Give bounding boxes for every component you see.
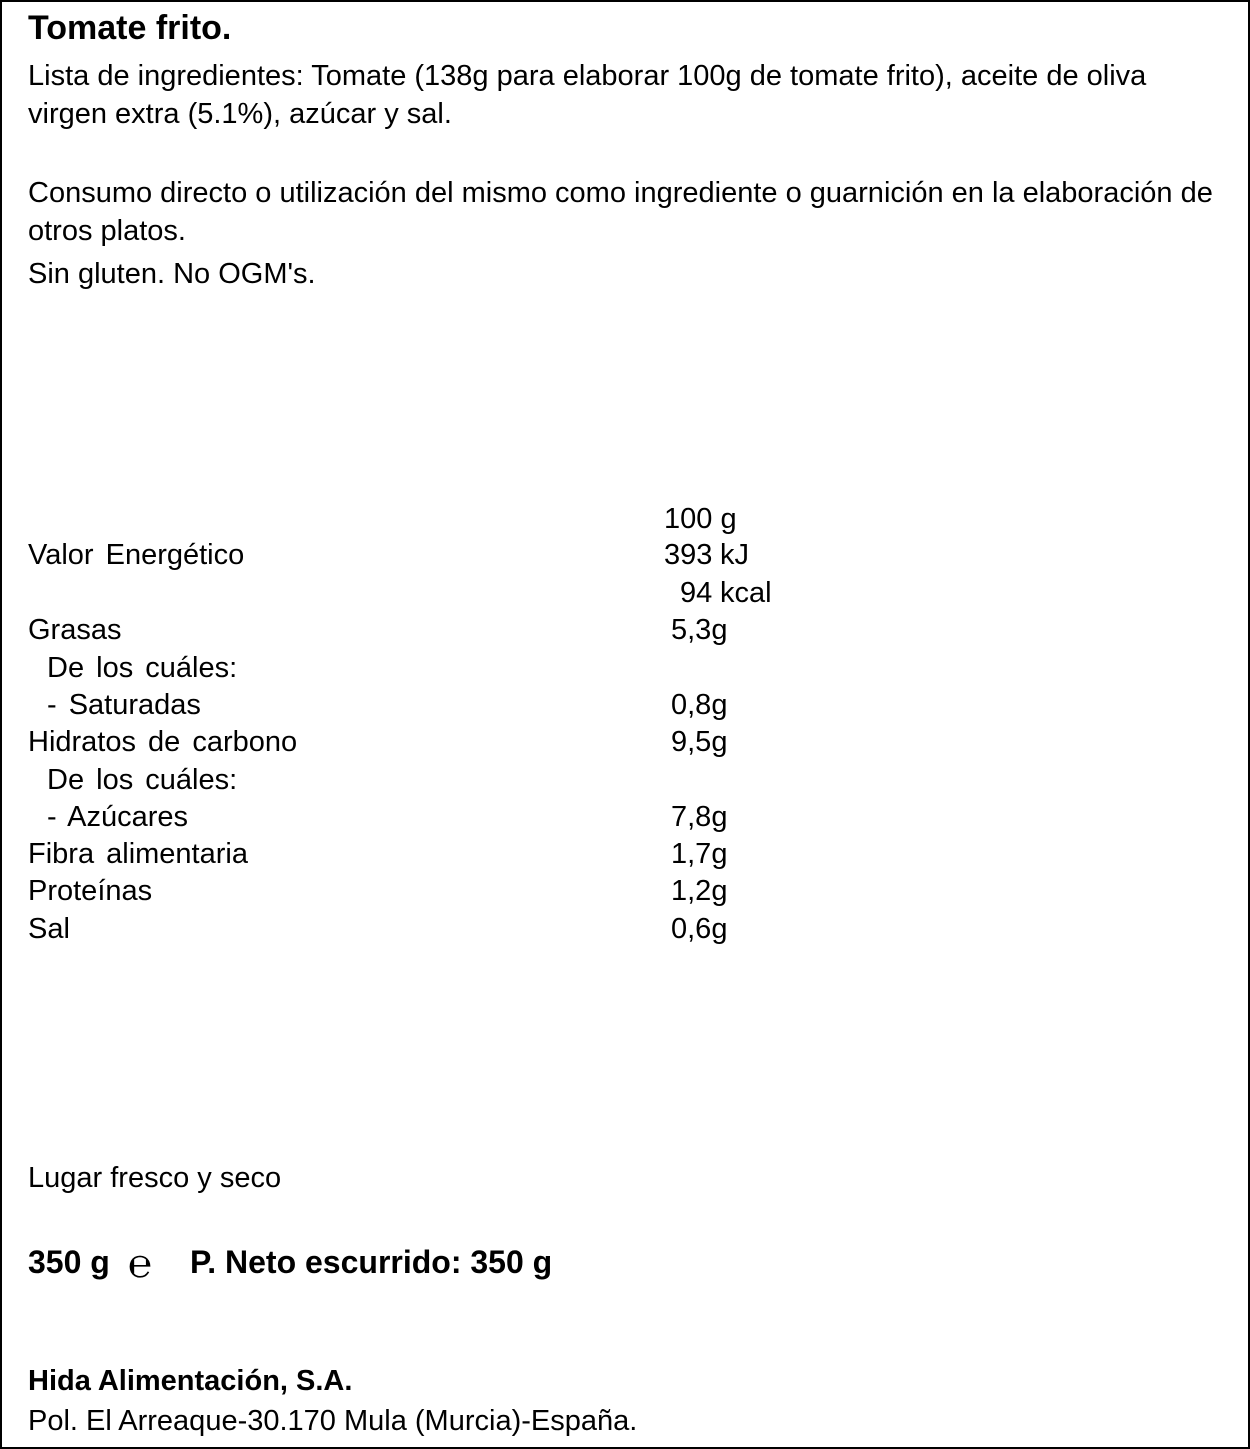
nutrition-row-label: Sal: [28, 913, 70, 945]
nutrition-row-value: 1,7g: [671, 838, 728, 870]
nutrition-row-label: Fibra alimentaria: [28, 838, 248, 870]
nutrition-row-label: Grasas: [28, 614, 122, 646]
nutrition-row-value: 0,8g: [671, 689, 728, 721]
energy-kj-value: 393: [664, 539, 713, 571]
ingredients-text: Lista de ingredientes: Tomate (138g para elaborar 100g de tomate frito), aceite de oliva virgen extra (5.1%), azúcar y sal.: [28, 60, 1147, 130]
storage-instructions: Lugar fresco y seco: [28, 1162, 282, 1194]
nutrition-row-label: Proteínas: [28, 875, 153, 907]
energy-kcal-unit: kcal: [720, 577, 772, 609]
nutrition-row-label: De los cuáles:: [47, 652, 238, 684]
company-name: Hida Alimentación, S.A.: [28, 1365, 353, 1397]
estimated-sign-icon: ℮: [128, 1241, 153, 1287]
nutrition-row-value: 0,6g: [671, 913, 728, 945]
nutrition-header: 100 g: [664, 503, 737, 535]
energy-label: Valor Energético: [28, 539, 245, 571]
nutrition-row-value: 9,5g: [671, 726, 728, 758]
nutrition-row-value: 5,3g: [671, 614, 728, 646]
nutrition-row-label: - Azúcares: [47, 801, 188, 833]
net-weight: 350 g: [28, 1244, 110, 1280]
nutrition-row-label: - Saturadas: [47, 689, 201, 721]
nutrition-row-label: De los cuáles:: [47, 764, 238, 796]
usage-text: Consumo directo o utilización del mismo como ingrediente o guarnición en la elaboración de otros platos.: [28, 177, 1213, 247]
product-title: Tomate frito.: [28, 9, 232, 47]
company-address: Pol. El Arreaque-30.170 Mula (Murcia)-España.: [28, 1405, 638, 1437]
energy-kj-unit: kJ: [720, 539, 749, 571]
drained-weight: P. Neto escurrido: 350 g: [190, 1244, 553, 1280]
claims-text: Sin gluten. No OGM's.: [28, 258, 316, 290]
nutrition-row-value: 7,8g: [671, 801, 728, 833]
nutrition-row-value: 1,2g: [671, 875, 728, 907]
energy-kcal-value: 94: [680, 577, 713, 609]
nutrition-row-label: Hidratos de carbono: [28, 726, 298, 758]
